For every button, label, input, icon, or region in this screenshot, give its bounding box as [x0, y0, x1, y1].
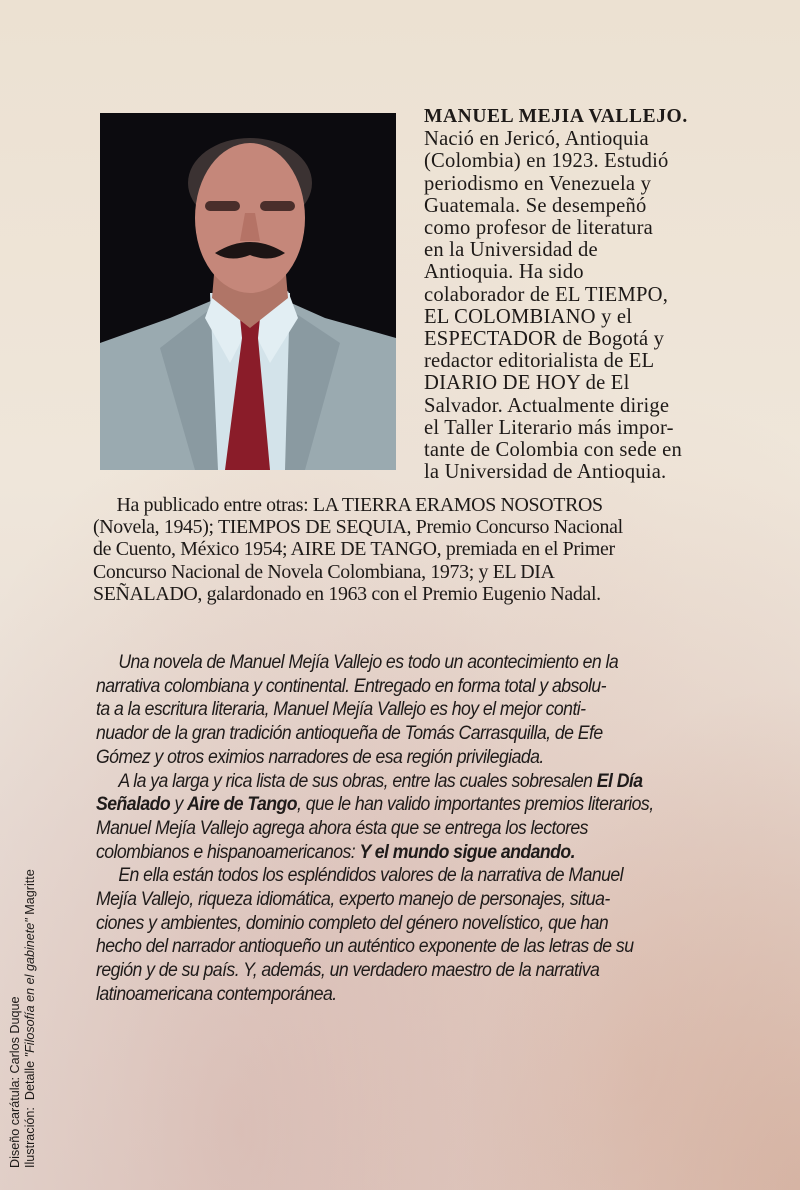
- review-text: , que le han valido importantes premios literarios, Manuel Mejía Vallejo agrega ahora ésta que se entrega los lectores colombianos e hispanoamericanos:: [96, 794, 654, 863]
- illustration-artist: Magritte: [23, 869, 37, 915]
- works-line-text: Ha publicado entre otras: LA TIERRA ERAMOS NOSOTROS: [116, 494, 603, 516]
- bio-line: tante de Colombia con sede en: [424, 439, 682, 462]
- cover-credits: [8, 869, 38, 1168]
- review-text: y: [170, 794, 188, 816]
- works-line: Concurso Nacional de Novela Colombiana, 1973; y EL DIA: [93, 560, 555, 583]
- bio-line: DIARIO DE HOY de El: [424, 372, 630, 395]
- review-line: Mejía Vallejo, riqueza idiomática, experto manejo de personajes, situa-: [96, 889, 610, 911]
- portrait-eye-left: [205, 201, 240, 211]
- author-portrait: [100, 113, 396, 470]
- design-credit-value: Carlos Duque: [8, 996, 22, 1074]
- bio-line: redactor editorialista de EL: [424, 350, 655, 373]
- illustration-prefix: Detalle: [23, 1060, 37, 1101]
- bio-line: ESPECTADOR de Bogotá y: [424, 328, 665, 351]
- review-paragraph-2: [96, 770, 663, 865]
- review-line: hecho del narrador antioqueño un auténtico exponente de las letras de su: [96, 936, 634, 958]
- review-line: región y de su país. Y, además, un verdadero maestro de la narrativa: [96, 960, 600, 982]
- design-credit-label: Diseño carátula:: [8, 1076, 22, 1168]
- book-review: [96, 651, 663, 1007]
- review-line: Una novela de Manuel Mejía Vallejo es todo un acontecimiento en la: [118, 652, 619, 673]
- bio-line: como profesor de literatura: [424, 217, 653, 240]
- illustration-credit: [23, 869, 38, 1168]
- portrait-image: [100, 113, 396, 470]
- design-credit: [8, 869, 23, 1168]
- bio-line: la Universidad de Antioquia.: [424, 461, 667, 484]
- published-works: [93, 494, 691, 605]
- review-line: ta a la escritura literaria, Manuel Mejía Vallejo es hoy el mejor conti-: [96, 699, 586, 721]
- bio-line: el Taller Literario más impor-: [424, 416, 674, 439]
- review-paragraph-1: [96, 651, 663, 770]
- works-line: de Cuento, México 1954; AIRE DE TANGO, premiada en el Primer: [93, 538, 615, 561]
- portrait-eye-right: [260, 201, 295, 211]
- bio-line: Nació en Jericó, Antioquia: [424, 128, 649, 151]
- illustration-credit-label: Ilustración:: [23, 1107, 37, 1168]
- bio-line: periodismo en Venezuela y: [424, 172, 652, 195]
- review-line: latinoamericana contemporánea.: [96, 983, 337, 1005]
- works-line: SEÑALADO, galardonado en 1963 con el Premio Eugenio Nadal.: [93, 582, 601, 605]
- illustration-title: "Filosofía en el gabinete": [23, 918, 37, 1058]
- review-line: nuador de la gran tradición antioqueña de Tomás Carrasquilla, de Efe: [96, 723, 603, 745]
- book-title-el-dia-senalado: El Día Señalado: [96, 770, 643, 816]
- book-title-y-el-mundo-sigue-andando: Y el mundo sigue andando.: [359, 841, 575, 863]
- bio-line: Antioquia. Ha sido: [424, 261, 584, 284]
- review-text: A la ya larga y rica lista de sus obras, entre las cuales sobresalen: [118, 770, 597, 792]
- author-bio: [424, 106, 794, 483]
- bio-line: colaborador de EL TIEMPO,: [424, 283, 669, 306]
- bio-line: EL COLOMBIANO y el: [424, 305, 633, 328]
- works-line: (Novela, 1945); TIEMPOS DE SEQUIA, Premio Concurso Nacional: [93, 516, 623, 539]
- bio-line: Salvador. Actualmente dirige: [424, 394, 670, 417]
- review-line: Gómez y otros eximios narradores de esa región privilegiada.: [96, 746, 544, 768]
- bio-line: en la Universidad de: [424, 239, 598, 262]
- book-title-aire-de-tango: Aire de Tango: [187, 794, 297, 816]
- works-line: [93, 494, 691, 516]
- review-line: ciones y ambientes, dominio completo del género novelístico, que han: [96, 912, 609, 934]
- author-name: MANUEL MEJIA VALLEJO.: [424, 106, 688, 127]
- review-line: En ella están todos los espléndidos valores de la narrativa de Manuel: [118, 865, 624, 887]
- bio-line: (Colombia) en 1923. Estudió: [424, 150, 669, 173]
- review-paragraph-3: [96, 864, 663, 1006]
- bio-line: Guatemala. Se desempeñó: [424, 194, 647, 217]
- review-line: narrativa colombiana y continental. Entregado en forma total y absolu-: [96, 675, 607, 697]
